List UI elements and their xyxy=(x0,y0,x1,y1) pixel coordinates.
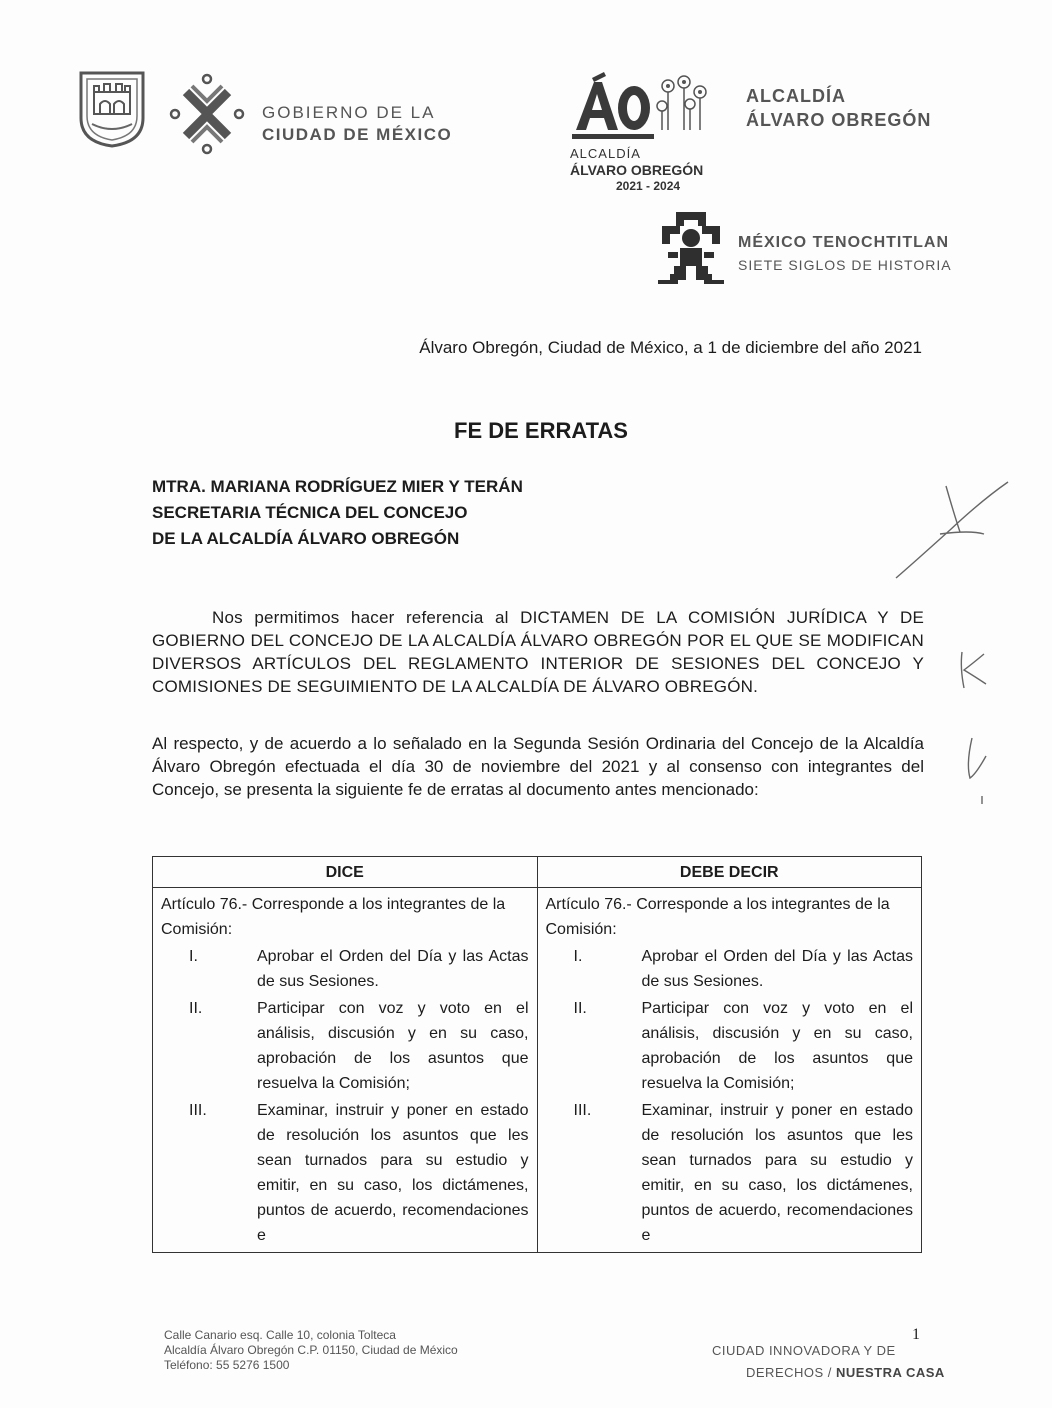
fraction-item xyxy=(546,1098,914,1248)
fraction-item xyxy=(161,1098,529,1248)
tenoch-line2: SIETE SIGLOS DE HISTORIA xyxy=(738,257,952,273)
column-header-dice: DICE xyxy=(153,857,538,888)
recipient-position: SECRETARIA TÉCNICA DEL CONCEJO xyxy=(152,503,468,522)
slogan-line2-prefix: DERECHOS / xyxy=(746,1365,837,1380)
address-line2: Alcaldía Álvaro Obregón C.P. 01150, Ciudad de México xyxy=(164,1343,458,1357)
fraction-text: Aprobar el Orden del Día y las Actas de sus Sesiones. xyxy=(257,948,529,990)
alcaldia-ao-logo-caption xyxy=(570,146,703,194)
article-intro: Artículo 76.- Corresponde a los integrantes de la Comisión: xyxy=(545,896,890,938)
fraction-number: II. xyxy=(573,1000,587,1017)
fraction-number: I. xyxy=(573,948,583,965)
fraction-text: Examinar, instruir y poner en estado de resolución los asuntos que les sean turnados para su estudio y emitir, en su caso, los dictámenes, puntos de acuerdo, recomendaciones e xyxy=(257,1102,529,1244)
footer-address xyxy=(164,1328,458,1373)
date-line: Álvaro Obregón, Ciudad de México, a 1 de diciembre del año 2021 xyxy=(419,338,922,357)
recipient-name: MTRA. MARIANA RODRÍGUEZ MIER Y TERÁN xyxy=(152,477,523,496)
fraction-text: Participar con voz y voto en el análisis, discusión y en su caso, aprobación de los asuntos que resuelva la Comisión; xyxy=(257,1000,529,1092)
fraction-number: I. xyxy=(189,948,198,965)
document-title: FE DE ERRATAS xyxy=(454,418,628,443)
alcaldia-ao-logo xyxy=(572,72,720,152)
fraction-number: II. xyxy=(189,1000,203,1017)
handwritten-initial-k xyxy=(954,648,990,692)
slogan-line2-emphasis: NUESTRA CASA xyxy=(836,1365,945,1380)
recipient-organization: DE LA ALCALDÍA ÁLVARO OBREGÓN xyxy=(152,529,460,548)
alcaldia-line2: ÁLVARO OBREGÓN xyxy=(746,110,932,130)
fraction-number: III. xyxy=(189,1102,207,1119)
address-phone: Teléfono: 55 5276 1500 xyxy=(164,1358,290,1372)
fraction-item xyxy=(546,944,914,994)
cdmx-emblem-logo xyxy=(168,72,246,156)
fraction-number: III. xyxy=(573,1102,592,1119)
alcaldia-heading xyxy=(746,84,931,132)
handwritten-signature-mark xyxy=(890,474,1014,582)
fraction-item xyxy=(161,944,529,994)
tenoch-line1: MÉXICO TENOCHTITLAN xyxy=(738,234,949,251)
intro-paragraph: Nos permitimos hacer referencia al DICTAMEN DE LA COMISIÓN JURÍDICA Y DE GOBIERNO DEL CONCEJO DE LA ALCALDÍA ÁLVARO OBREGÓN POR EL QUE SE MODIFICAN DIVERSOS ARTÍCULOS DEL REGLAMENTO INTERIOR DE SESIONES DEL CONCEJO Y COMISIONES DE SEGUIMIENTO DE LA ALCALDÍA DE ÁLVARO OBREGÓN. xyxy=(152,608,924,696)
gov-cdmx-text xyxy=(262,102,452,146)
slogan-line1: CIUDAD INNOVADORA Y DE xyxy=(712,1343,896,1358)
dice-cell xyxy=(153,888,538,1253)
fraction-item xyxy=(546,996,914,1096)
address-line1: Calle Canario esq. Calle 10, colonia Tolteca xyxy=(164,1328,396,1342)
article-intro: Artículo 76.- Corresponde a los integrantes de la Comisión: xyxy=(161,896,506,938)
gov-line2: CIUDAD DE MÉXICO xyxy=(262,125,453,144)
fraction-text: Aprobar el Orden del Día y las Actas de sus Sesiones. xyxy=(641,948,913,990)
alcaldia-line1: ALCALDÍA xyxy=(746,86,846,106)
cdmx-shield-logo xyxy=(78,70,146,148)
errata-table xyxy=(152,856,922,1253)
tenochtitlan-glyph-icon xyxy=(654,206,728,288)
slogan-line2 xyxy=(712,1362,945,1384)
tenochtitlan-text xyxy=(738,232,952,276)
table-row xyxy=(153,888,922,1253)
gov-line1: GOBIERNO DE LA xyxy=(262,103,436,122)
handwritten-initial-l xyxy=(962,734,994,814)
ao-caption-line2: ÁLVARO OBREGÓN xyxy=(570,162,704,178)
page-number: 1 xyxy=(912,1326,920,1343)
recipient-block xyxy=(152,474,523,552)
fraction-text: Examinar, instruir y poner en estado de resolución los asuntos que les sean turnados para su estudio y emitir, en su caso, los dictámenes, puntos de acuerdo, recomendaciones e xyxy=(641,1102,913,1244)
fraction-text: Participar con voz y voto en el análisis, discusión y en su caso, aprobación de los asuntos que resuelva la Comisión; xyxy=(641,1000,913,1092)
ao-caption-line1: ALCALDÍA xyxy=(570,146,641,161)
context-paragraph: Al respecto, y de acuerdo a lo señalado en la Segunda Sesión Ordinaria del Concejo de la Alcaldía Álvaro Obregón efectuada el día 30 de noviembre del 2021 y al consenso con integrantes del Concejo, se presenta la siguiente fe de erratas al documento antes mencionado: xyxy=(152,734,924,799)
footer-slogan xyxy=(712,1340,945,1384)
debe-decir-cell xyxy=(537,888,922,1253)
ao-caption-years: 2021 - 2024 xyxy=(616,179,681,193)
fraction-item xyxy=(161,996,529,1096)
column-header-debe-decir: DEBE DECIR xyxy=(537,857,922,888)
